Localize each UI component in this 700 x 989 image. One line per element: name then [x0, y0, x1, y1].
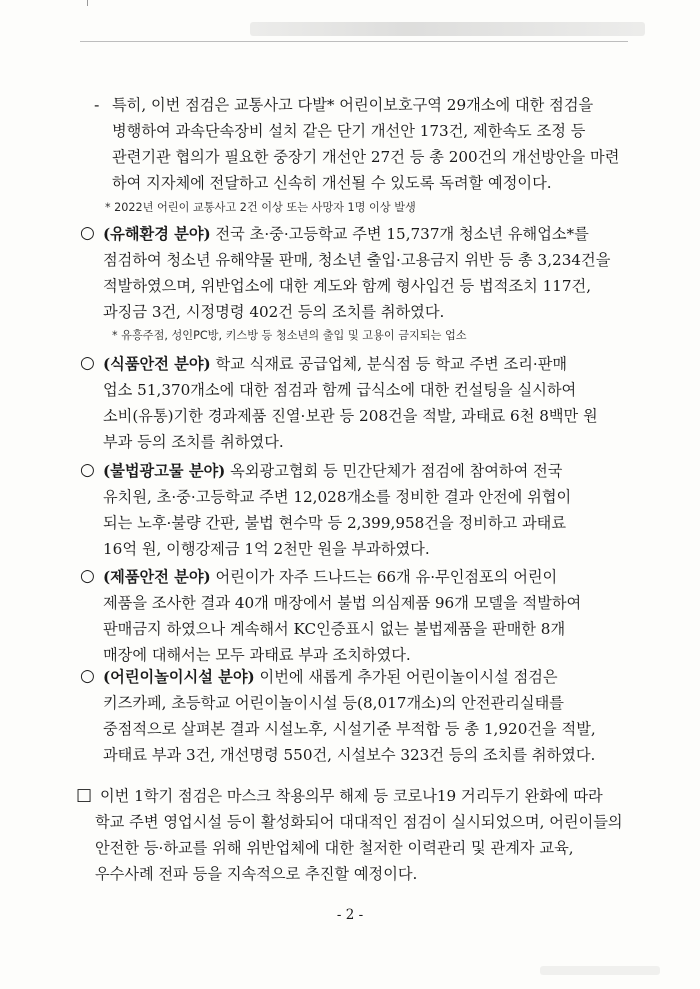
section-line: 과징금 3건, 시정명령 402건 등의 조치를 취하였다. [103, 303, 445, 321]
section-line: 부과 등의 조치를 취하였다. [103, 433, 284, 451]
section-line: 유치원, 초·중·고등학교 주변 12,028개소를 정비한 결과 안전에 위협이 [103, 488, 572, 506]
intro-line: 하여 지자체에 전달하고 신속히 개선될 수 있도록 독려할 예정이다. [112, 174, 552, 192]
section-text: 이번에 새롭게 추가된 어린이놀이시설 점검은 [254, 668, 558, 686]
intro-line: 관련기관 협의가 필요한 중장기 개선안 27건 등 총 200건의 개선방안을 마련 [112, 148, 620, 166]
header-scan-artifact [250, 22, 645, 36]
intro-line: 병행하여 과속단속장비 설치 같은 단기 개선안 173건, 제한속도 조정 등 [112, 122, 586, 140]
section-line: 16억 원, 이행강제금 1억 2천만 원을 부과하였다. [103, 540, 430, 558]
closing-line: 이번 1학기 점검은 마스크 착용의무 해제 등 코로나19 거리두기 완화에 따라 [100, 787, 603, 805]
dash-marker: - [94, 96, 100, 114]
section-first-line [103, 567, 557, 587]
section-heading: (식품안전 분야) [103, 355, 211, 373]
section-line: 제품을 조사한 결과 40개 매장에서 불법 의심제품 96개 모델을 적발하여 [103, 594, 582, 612]
circle-marker: ○ [80, 460, 95, 480]
section-heading: (어린이놀이시설 분야) [103, 668, 255, 686]
section-line: 판매금지 하였으나 계속해서 KC인증표시 없는 불법제품을 판매한 8개 [103, 620, 566, 638]
page-number: - 2 - [336, 907, 364, 923]
intro-footnote: * 2022년 어린이 교통사고 2건 이상 또는 사망자 1명 이상 발생 [105, 201, 416, 214]
section-text: 전국 초·중·고등학교 주변 15,737개 청소년 유해업소*를 [210, 225, 589, 243]
section-line: 키즈카페, 초등학교 어린이놀이시설 등(8,017개소)의 안전관리실태를 [103, 694, 564, 712]
circle-marker: ○ [80, 223, 95, 243]
intro-line: 특히, 이번 점검은 교통사고 다발* 어린이보호구역 29개소에 대한 점검을 [112, 96, 594, 114]
section-line: 과태료 부과 3건, 개선명령 550건, 시설보수 323건 등의 조치를 취하였다. [103, 746, 596, 764]
section-line: 적발하였으며, 위반업소에 대한 계도와 함께 형사입건 등 법적조치 117건, [103, 277, 592, 295]
section-text: 옥외광고협회 등 민간단체가 점검에 참여하여 전국 [225, 462, 563, 480]
closing-line: 우수사례 전파 등을 지속적으로 추진할 예정이다. [95, 865, 418, 883]
section-line: 업소 51,370개소에 대한 점검과 함께 급식소에 대한 컨설팅을 실시하여 [103, 381, 577, 399]
square-marker: □ [76, 785, 93, 805]
footer-scan-artifact [540, 966, 660, 975]
closing-line: 학교 주변 영업시설 등이 활성화되어 대대적인 점검이 실시되었으며, 어린이들의 [95, 813, 623, 831]
closing-line: 안전한 등·하교를 위해 위반업체에 대한 철저한 이력관리 및 관계자 교육, [95, 839, 574, 857]
circle-marker: ○ [80, 353, 95, 373]
section-first-line [103, 667, 558, 687]
section-heading: (제품안전 분야) [103, 568, 211, 586]
section-line: 되는 노후·불량 간판, 불법 현수막 등 2,399,958건을 정비하고 과태료 [103, 514, 567, 532]
section-footnote: * 유흥주점, 성인PC방, 키스방 등 청소년의 출입 및 고용이 금지되는 업소 [112, 329, 467, 342]
section-line: 소비(유통)기한 경과제품 진열·보관 등 208건을 적발, 과태료 6천 8백만 원 [103, 407, 598, 425]
section-heading: (불법광고물 분야) [103, 462, 226, 480]
section-heading: (유해환경 분야) [103, 225, 211, 243]
section-text: 학교 식재료 공급업체, 분식점 등 학교 주변 조리·판매 [210, 355, 568, 373]
corner-mark [87, 0, 88, 6]
section-first-line [103, 354, 567, 374]
section-line: 매장에 대해서는 모두 과태료 부과 조치하였다. [103, 646, 411, 664]
section-first-line [103, 224, 589, 244]
circle-marker: ○ [80, 666, 95, 686]
header-rule [80, 41, 628, 42]
section-first-line [103, 461, 562, 481]
circle-marker: ○ [80, 566, 95, 586]
section-line: 점검하여 청소년 유해약물 판매, 청소년 출입·고용금지 위반 등 총 3,234건을 [103, 251, 611, 269]
section-line: 중점적으로 살펴본 결과 시설노후, 시설기준 부적합 등 총 1,920건을 적발, [103, 720, 596, 738]
section-text: 어린이가 자주 드나드는 66개 유·무인점포의 어린이 [210, 568, 558, 586]
